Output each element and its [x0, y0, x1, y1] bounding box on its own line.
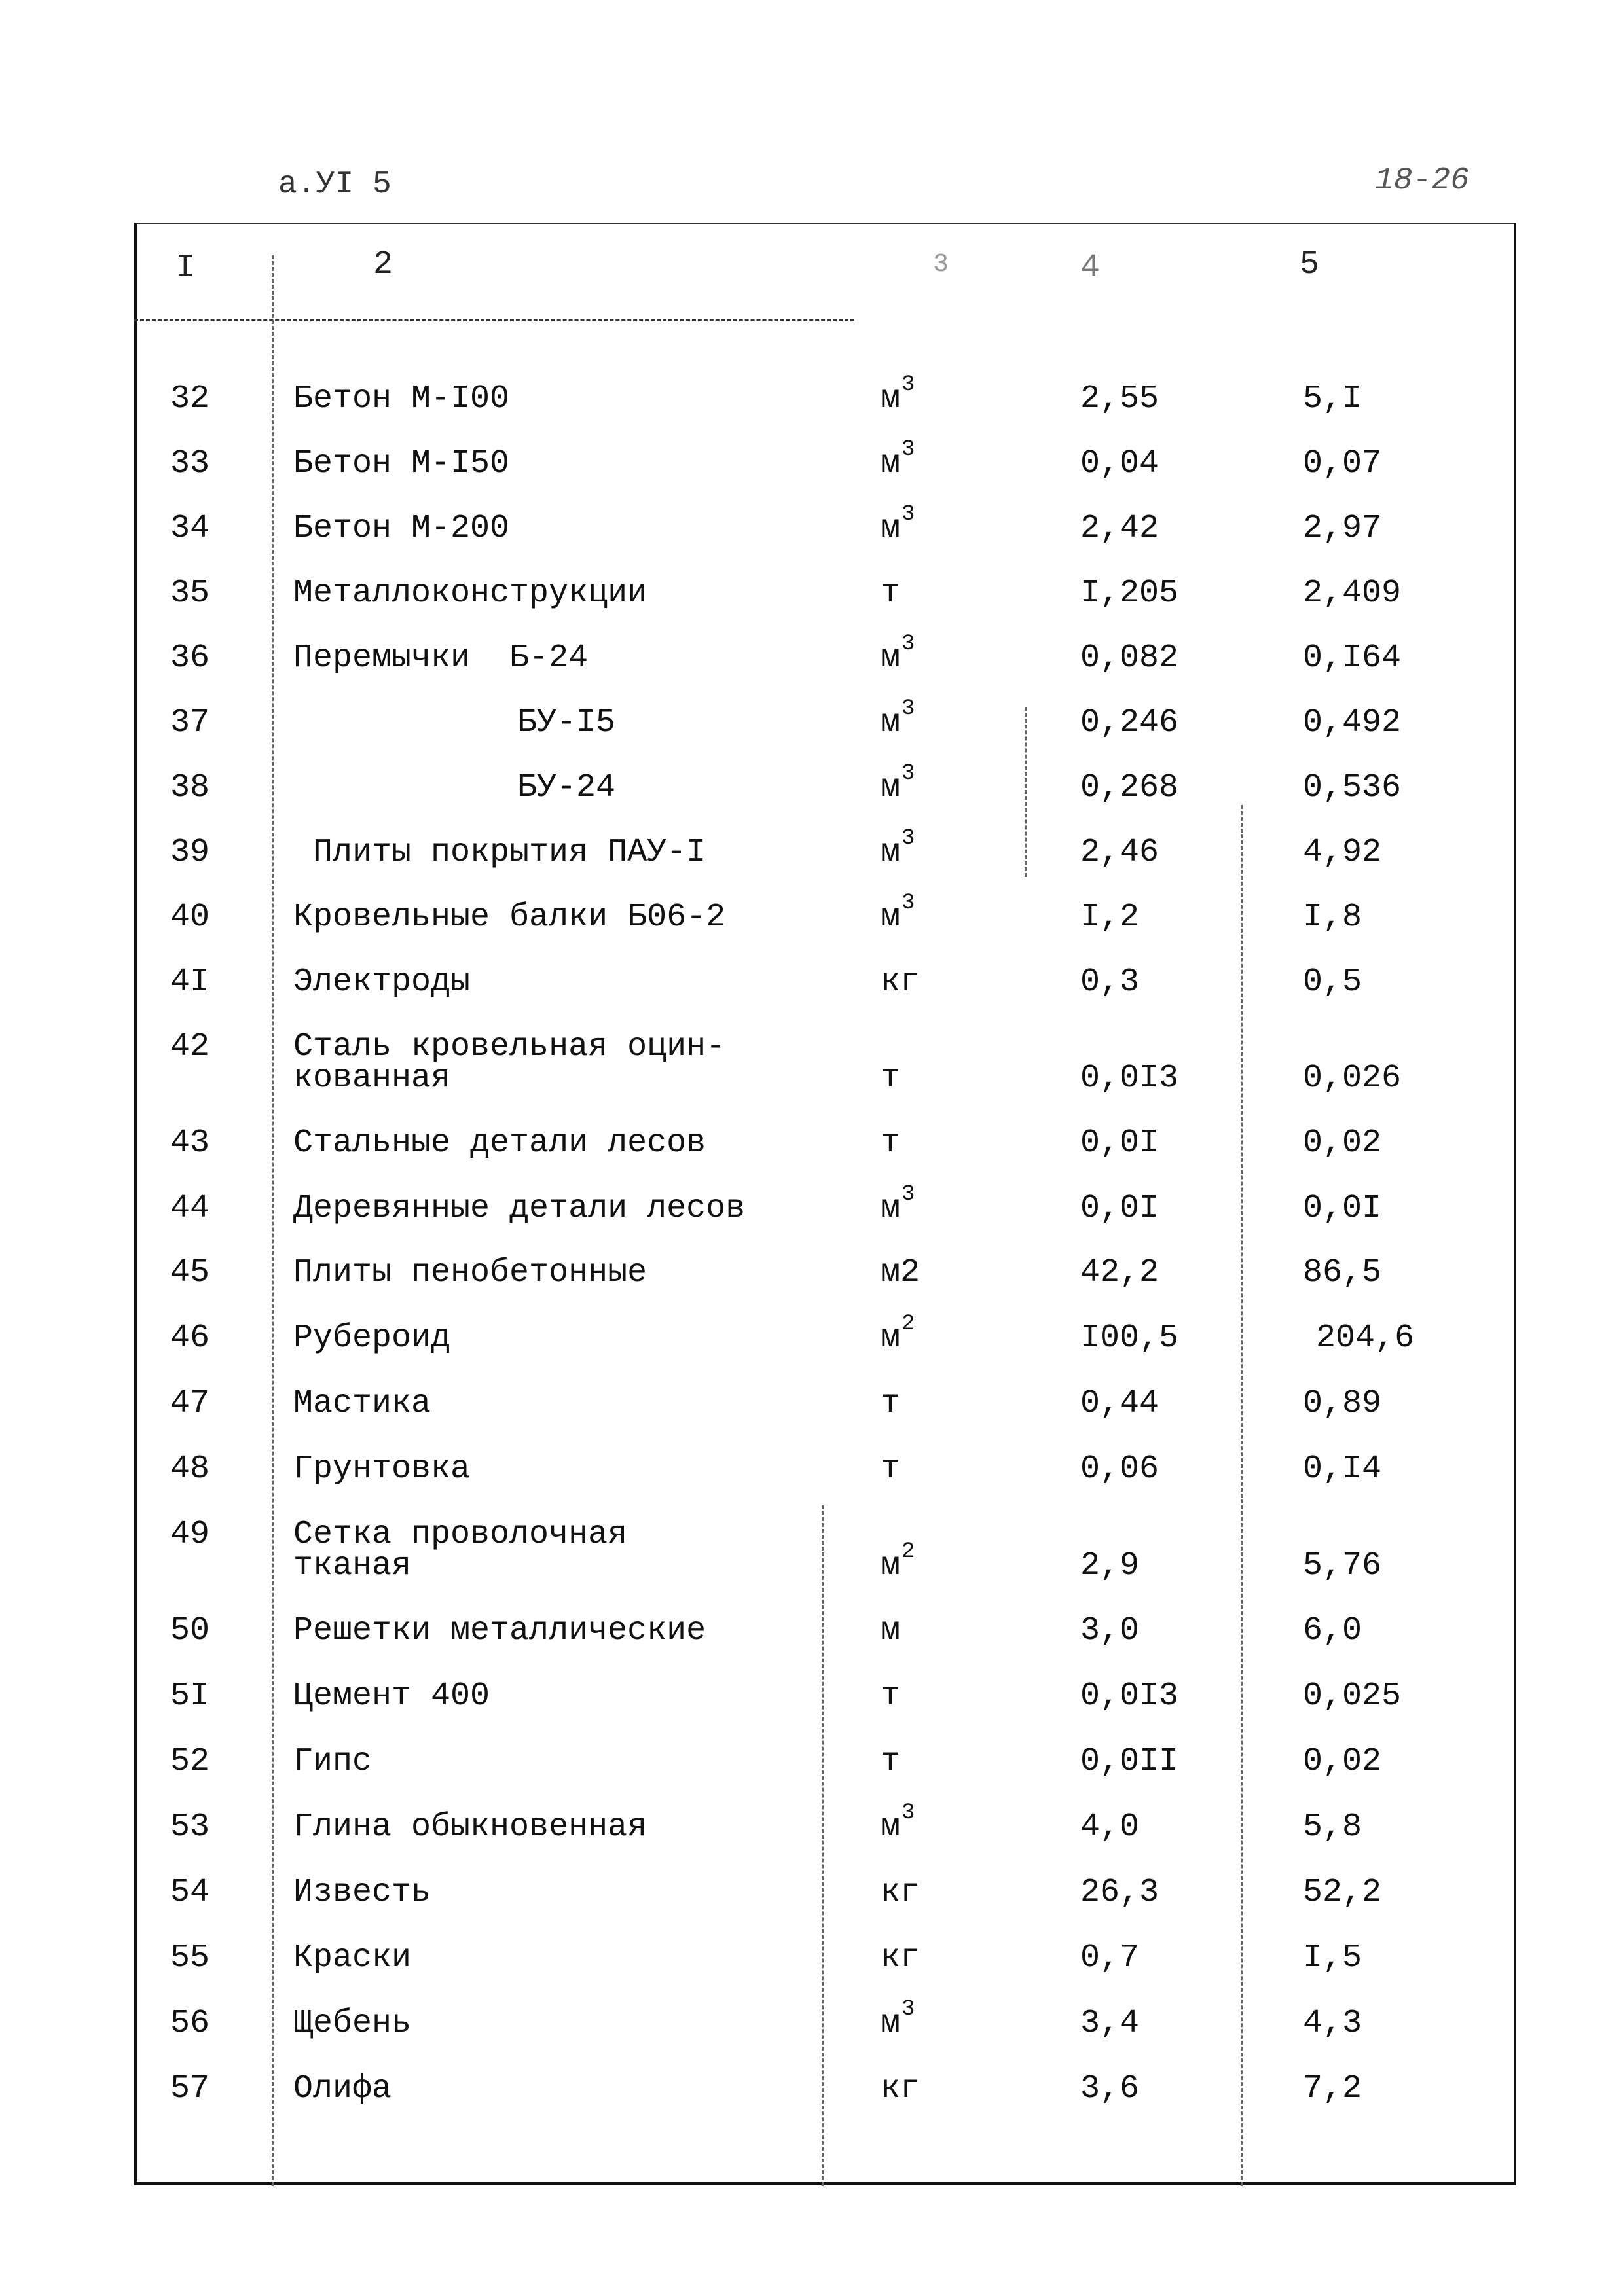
header-separator — [134, 319, 854, 321]
row-value-5: 52,2 — [1303, 1874, 1382, 1911]
row-unit: $м^3$ — [881, 1801, 915, 1846]
row-name: Деревянные детали лесов — [293, 1190, 746, 1227]
row-name: Бетон М-I50 — [293, 445, 510, 482]
row-name: Металлоконструкции — [293, 575, 647, 612]
row-unit: $м^3$ — [881, 437, 915, 482]
row-number: 55 — [170, 1939, 210, 1977]
row-value-4: I,2 — [1080, 899, 1140, 936]
row-name: БУ-I5 — [517, 704, 616, 742]
table-bottom-border — [134, 2182, 1516, 2185]
row-value-4: 0,04 — [1080, 445, 1159, 482]
row-value-4: 2,55 — [1080, 380, 1159, 418]
row-name: Стальные детали лесов — [293, 1124, 706, 1162]
row-value-4: 0,44 — [1080, 1385, 1159, 1422]
row-unit: т — [881, 1124, 901, 1162]
row-number: 43 — [170, 1124, 210, 1162]
row-value-5: 86,5 — [1303, 1254, 1382, 1291]
row-value-5: 0,89 — [1303, 1385, 1382, 1422]
table-row — [0, 1312, 1623, 1385]
table-row — [0, 826, 1623, 899]
table-row — [0, 1939, 1623, 2005]
row-value-4: 3,6 — [1080, 2070, 1140, 2108]
row-number: 56 — [170, 2005, 210, 2042]
row-unit: кг — [881, 2070, 921, 2108]
table-row — [0, 2070, 1623, 2136]
row-number: 46 — [170, 1319, 210, 1357]
row-value-5: 4,92 — [1303, 834, 1382, 871]
row-value-5: 5,8 — [1303, 1808, 1362, 1846]
row-value-4: 3,4 — [1080, 2005, 1140, 2042]
row-unit: т — [881, 575, 901, 612]
row-number: 4I — [170, 963, 210, 1001]
row-value-4: 4,0 — [1080, 1808, 1140, 1846]
row-number: 36 — [170, 639, 210, 677]
row-unit: кг — [881, 1939, 921, 1977]
row-unit: $м^2$ — [881, 1312, 915, 1357]
row-name: Рубероид — [293, 1319, 451, 1357]
row-number: 45 — [170, 1254, 210, 1291]
row-unit: кг — [881, 1874, 921, 1911]
row-value-4: I,205 — [1080, 575, 1179, 612]
row-value-4: 2,46 — [1080, 834, 1159, 871]
row-name: Грунтовка — [293, 1450, 471, 1488]
row-unit: $м^3$ — [881, 1182, 915, 1227]
row-unit: кг — [881, 963, 921, 1001]
row-value-4: 42,2 — [1080, 1254, 1159, 1291]
row-name: Решетки металлические — [293, 1612, 706, 1649]
table-row — [0, 1124, 1623, 1190]
col-header-1: I — [175, 249, 196, 287]
row-unit: м2 — [881, 1254, 921, 1291]
table-row — [0, 891, 1623, 964]
row-value-4: 26,3 — [1080, 1874, 1159, 1911]
row-number: 40 — [170, 899, 210, 936]
row-value-4: 2,9 — [1080, 1547, 1140, 1585]
table-row — [0, 1743, 1623, 1808]
row-value-4: 0,0I — [1080, 1124, 1159, 1162]
row-value-4: 0,06 — [1080, 1450, 1159, 1488]
row-value-4: 0,3 — [1080, 963, 1140, 1001]
row-name: Перемычки Б-24 — [293, 639, 589, 677]
table-row — [0, 761, 1623, 834]
row-number: 39 — [170, 834, 210, 871]
row-number: 52 — [170, 1743, 210, 1780]
row-unit: т — [881, 1060, 901, 1097]
table-row — [0, 502, 1623, 575]
table-row — [0, 577, 1623, 640]
row-unit: $м^3$ — [881, 372, 915, 418]
row-unit: $м^3$ — [881, 632, 915, 677]
row-number: 32 — [170, 380, 210, 418]
row-value-5: 0,02 — [1303, 1124, 1382, 1162]
row-name: Кровельные балки Б06-2 — [293, 899, 726, 936]
row-name: Известь — [293, 1874, 431, 1911]
table-row — [0, 1518, 1623, 1610]
row-value-4: 0,7 — [1080, 1939, 1140, 1977]
table-row — [0, 1254, 1623, 1319]
row-name-continued: тканая — [293, 1547, 412, 1585]
row-value-5: 5,76 — [1303, 1547, 1382, 1585]
row-number: 50 — [170, 1612, 210, 1649]
row-value-4: I00,5 — [1080, 1319, 1179, 1357]
row-name: Бетон М-I00 — [293, 380, 510, 418]
table-row — [0, 1801, 1623, 1874]
row-value-5: 4,3 — [1303, 2005, 1362, 2042]
row-name: Электроды — [293, 963, 471, 1001]
row-number: 57 — [170, 2070, 210, 2108]
row-unit: $м^3$ — [881, 761, 915, 806]
row-value-4: 0,268 — [1080, 769, 1179, 806]
row-value-5: 204,6 — [1316, 1319, 1415, 1357]
row-name: Цемент 400 — [293, 1677, 490, 1715]
table-row — [0, 1450, 1623, 1516]
row-unit: $м^3$ — [881, 696, 915, 742]
row-name: Плиты пенобетонные — [293, 1254, 647, 1291]
row-number: 49 — [170, 1516, 210, 1553]
row-name: Мастика — [293, 1385, 431, 1422]
row-value-5: 0,I64 — [1303, 639, 1402, 677]
row-number: 54 — [170, 1874, 210, 1911]
table-row — [0, 1997, 1623, 2070]
row-name: Сетка проволочная — [293, 1516, 628, 1553]
row-value-5: 0,025 — [1303, 1677, 1402, 1715]
row-number: 48 — [170, 1450, 210, 1488]
row-value-5: I,5 — [1303, 1939, 1362, 1977]
row-value-5: 0,536 — [1303, 769, 1402, 806]
row-value-5: 0,07 — [1303, 445, 1382, 482]
table-row — [0, 1028, 1623, 1122]
row-value-5: 2,409 — [1303, 575, 1402, 612]
row-number: 53 — [170, 1808, 210, 1846]
row-unit: т — [881, 1743, 901, 1780]
header-left: а.УI 5 — [278, 167, 392, 202]
row-number: 44 — [170, 1190, 210, 1227]
col-header-5: 5 — [1300, 246, 1320, 283]
row-number: 37 — [170, 704, 210, 742]
row-value-4: 0,082 — [1080, 639, 1179, 677]
row-value-4: 3,0 — [1080, 1612, 1140, 1649]
row-value-5: 5,I — [1303, 380, 1362, 418]
row-number: 34 — [170, 510, 210, 547]
row-name: Бетон М-200 — [293, 510, 510, 547]
row-name: Плиты покрытия ПАУ-I — [313, 834, 706, 871]
table-row — [0, 963, 1623, 1029]
col-header-3: 3 — [933, 250, 949, 279]
row-value-5: 7,2 — [1303, 2070, 1362, 2108]
table-row — [0, 1612, 1623, 1677]
row-value-5: 6,0 — [1303, 1612, 1362, 1649]
row-name: БУ-24 — [517, 769, 616, 806]
row-number: 38 — [170, 769, 210, 806]
table-row — [0, 437, 1623, 511]
row-name: Сталь кровельная оцин- — [293, 1028, 726, 1066]
row-unit: $м^3$ — [881, 891, 915, 936]
table-row — [0, 372, 1623, 446]
col-header-4: 4 — [1080, 249, 1101, 287]
row-number: 42 — [170, 1028, 210, 1066]
row-name-continued: кованная — [293, 1060, 451, 1097]
row-value-5: 0,0I — [1303, 1190, 1382, 1227]
row-name: Олифа — [293, 2070, 392, 2108]
row-value-5: 2,97 — [1303, 510, 1382, 547]
row-value-4: 0,0I3 — [1080, 1060, 1179, 1097]
row-value-4: 0,0I — [1080, 1190, 1159, 1227]
row-name: Гипс — [293, 1743, 373, 1780]
header-right: 18-26 — [1375, 163, 1470, 198]
row-unit: м — [881, 1612, 901, 1649]
col-header-2: 2 — [373, 246, 393, 283]
table-row — [0, 1385, 1623, 1450]
table-row — [0, 1876, 1623, 1939]
row-value-4: 2,42 — [1080, 510, 1159, 547]
row-value-5: 0,492 — [1303, 704, 1402, 742]
row-unit: т — [881, 1677, 901, 1715]
row-number: 47 — [170, 1385, 210, 1422]
row-unit: $м^3$ — [881, 826, 915, 871]
table-row — [0, 696, 1623, 770]
row-value-5: 0,02 — [1303, 1743, 1382, 1780]
row-value-5: 0,026 — [1303, 1060, 1402, 1097]
row-unit: $м^3$ — [881, 1997, 915, 2042]
row-value-4: 0,246 — [1080, 704, 1179, 742]
row-name: Глина обыкновенная — [293, 1808, 647, 1846]
row-name: Краски — [293, 1939, 412, 1977]
row-unit: $м^2$ — [881, 1539, 915, 1585]
table-top-border — [134, 223, 1516, 224]
row-value-4: 0,0II — [1080, 1743, 1179, 1780]
table-row — [0, 1182, 1623, 1255]
row-unit: т — [881, 1450, 901, 1488]
row-value-5: 0,I4 — [1303, 1450, 1382, 1488]
row-value-5: I,8 — [1303, 899, 1362, 936]
row-number: 5I — [170, 1677, 210, 1715]
row-unit: т — [881, 1385, 901, 1422]
table-row — [0, 632, 1623, 705]
row-unit: $м^3$ — [881, 502, 915, 547]
table-row — [0, 1677, 1623, 1743]
row-name: Щебень — [293, 2005, 412, 2042]
row-value-5: 0,5 — [1303, 963, 1362, 1001]
row-number: 35 — [170, 575, 210, 612]
row-number: 33 — [170, 445, 210, 482]
row-value-4: 0,0I3 — [1080, 1677, 1179, 1715]
